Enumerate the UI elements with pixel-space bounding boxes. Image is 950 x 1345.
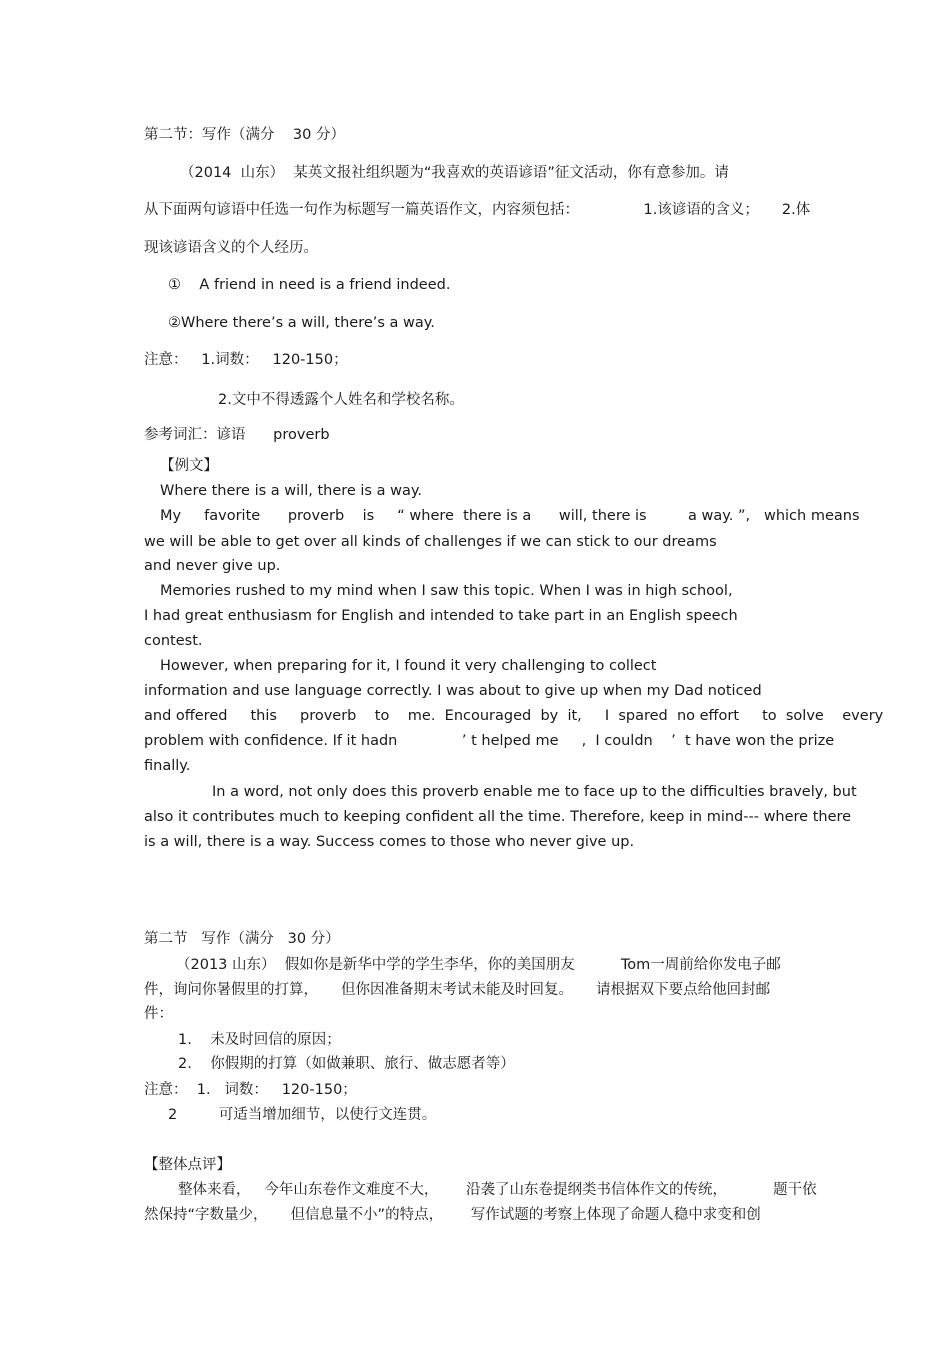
essay-line: Where there is a will, there is a way. (160, 483, 422, 499)
essay-line: I had great enthusiasm for English and intended to take part in an English speech (144, 608, 738, 624)
proverb-option-1: ① A friend in need is a friend indeed. (168, 277, 451, 293)
section2-note-1: 注意： 1. 词数： 120-150； (144, 1082, 357, 1098)
section2-note-2: 2 可适当增加细节，以使行文连贯。 (168, 1107, 437, 1123)
essay-line: problem with confidence. If it hadn ’ t helped me , I couldn ’ t have won the prize (144, 733, 835, 749)
review-line: 整体来看， 今年山东卷作文难度不大， 沿袭了山东卷提纲类书信体作文的传统， 题干依 (178, 1182, 817, 1198)
section1-prompt-line1: （2014 山东） 某英文报社组织题为“我喜欢的英语谚语”征文活动，你有意参加。请 (180, 165, 729, 181)
section1-note-2: 2.文中不得透露个人姓名和学校名称。 (218, 392, 464, 408)
essay-line: Memories rushed to my mind when I saw this topic. When I was in high school, (160, 583, 733, 599)
section1-prompt-line3: 现该谚语含义的个人经历。 (144, 240, 318, 256)
essay-line: In a word, not only does this proverb enable me to face up to the difficulties bravely, but (212, 784, 857, 800)
section2-prompt-line3: 件： (144, 1006, 173, 1022)
section1-note-1: 注意： 1.词数： 120-150； (144, 352, 348, 368)
essay-line: However, when preparing for it, I found it very challenging to collect (160, 658, 657, 674)
essay-line: My favorite proverb is “ where there is a will, there is a way. ”, which means (160, 508, 860, 524)
essay-line: we will be able to get over all kinds of challenges if we can stick to our dreams (144, 534, 717, 550)
review-line: 然保持“字数量少， 但信息量不小”的特点， 写作试题的考察上体现了命题人稳中求变和创 (144, 1207, 761, 1223)
section2-point-2: 2. 你假期的打算（如做兼职、旅行、做志愿者等） (178, 1056, 515, 1072)
section2-prompt-line1: （2013 山东） 假如你是新华中学的学生李华，你的美国朋友 Tom一周前给你发电子邮 (176, 957, 781, 973)
example-label: 【例文】 (160, 458, 218, 474)
section1-prompt-line2: 从下面两句谚语中任选一句作为标题写一篇英语作文，内容须包括： 1.该谚语的含义； 2.体 (144, 202, 811, 218)
essay-line: finally. (144, 758, 191, 774)
section1-heading: 第二节：写作（满分 30 分） (144, 127, 345, 143)
section2-point-1: 1. 未及时回信的原因； (178, 1032, 341, 1048)
essay-line: and never give up. (144, 558, 281, 574)
essay-line: is a will, there is a way. Success comes to those who never give up. (144, 834, 635, 850)
essay-line: information and use language correctly. I was about to give up when my Dad noticed (144, 683, 762, 699)
review-label: 【整体点评】 (144, 1157, 231, 1173)
essay-line: also it contributes much to keeping confident all the time. Therefore, keep in mind--- where there (144, 809, 852, 825)
proverb-option-2: ②Where there’s a will, there’s a way. (168, 315, 435, 331)
vocab-hint: 参考词汇：谚语 proverb (144, 427, 330, 443)
essay-line: contest. (144, 633, 203, 649)
essay-line: and offered this proverb to me. Encouraged by it, I spared no effort to solve every (144, 708, 884, 724)
section2-heading: 第二节 写作（满分 30 分） (144, 931, 340, 947)
section2-prompt-line2: 件，询问你暑假里的打算， 但你因准备期末考试未能及时回复。 请根据双下要点给他回封邮 (144, 982, 771, 998)
